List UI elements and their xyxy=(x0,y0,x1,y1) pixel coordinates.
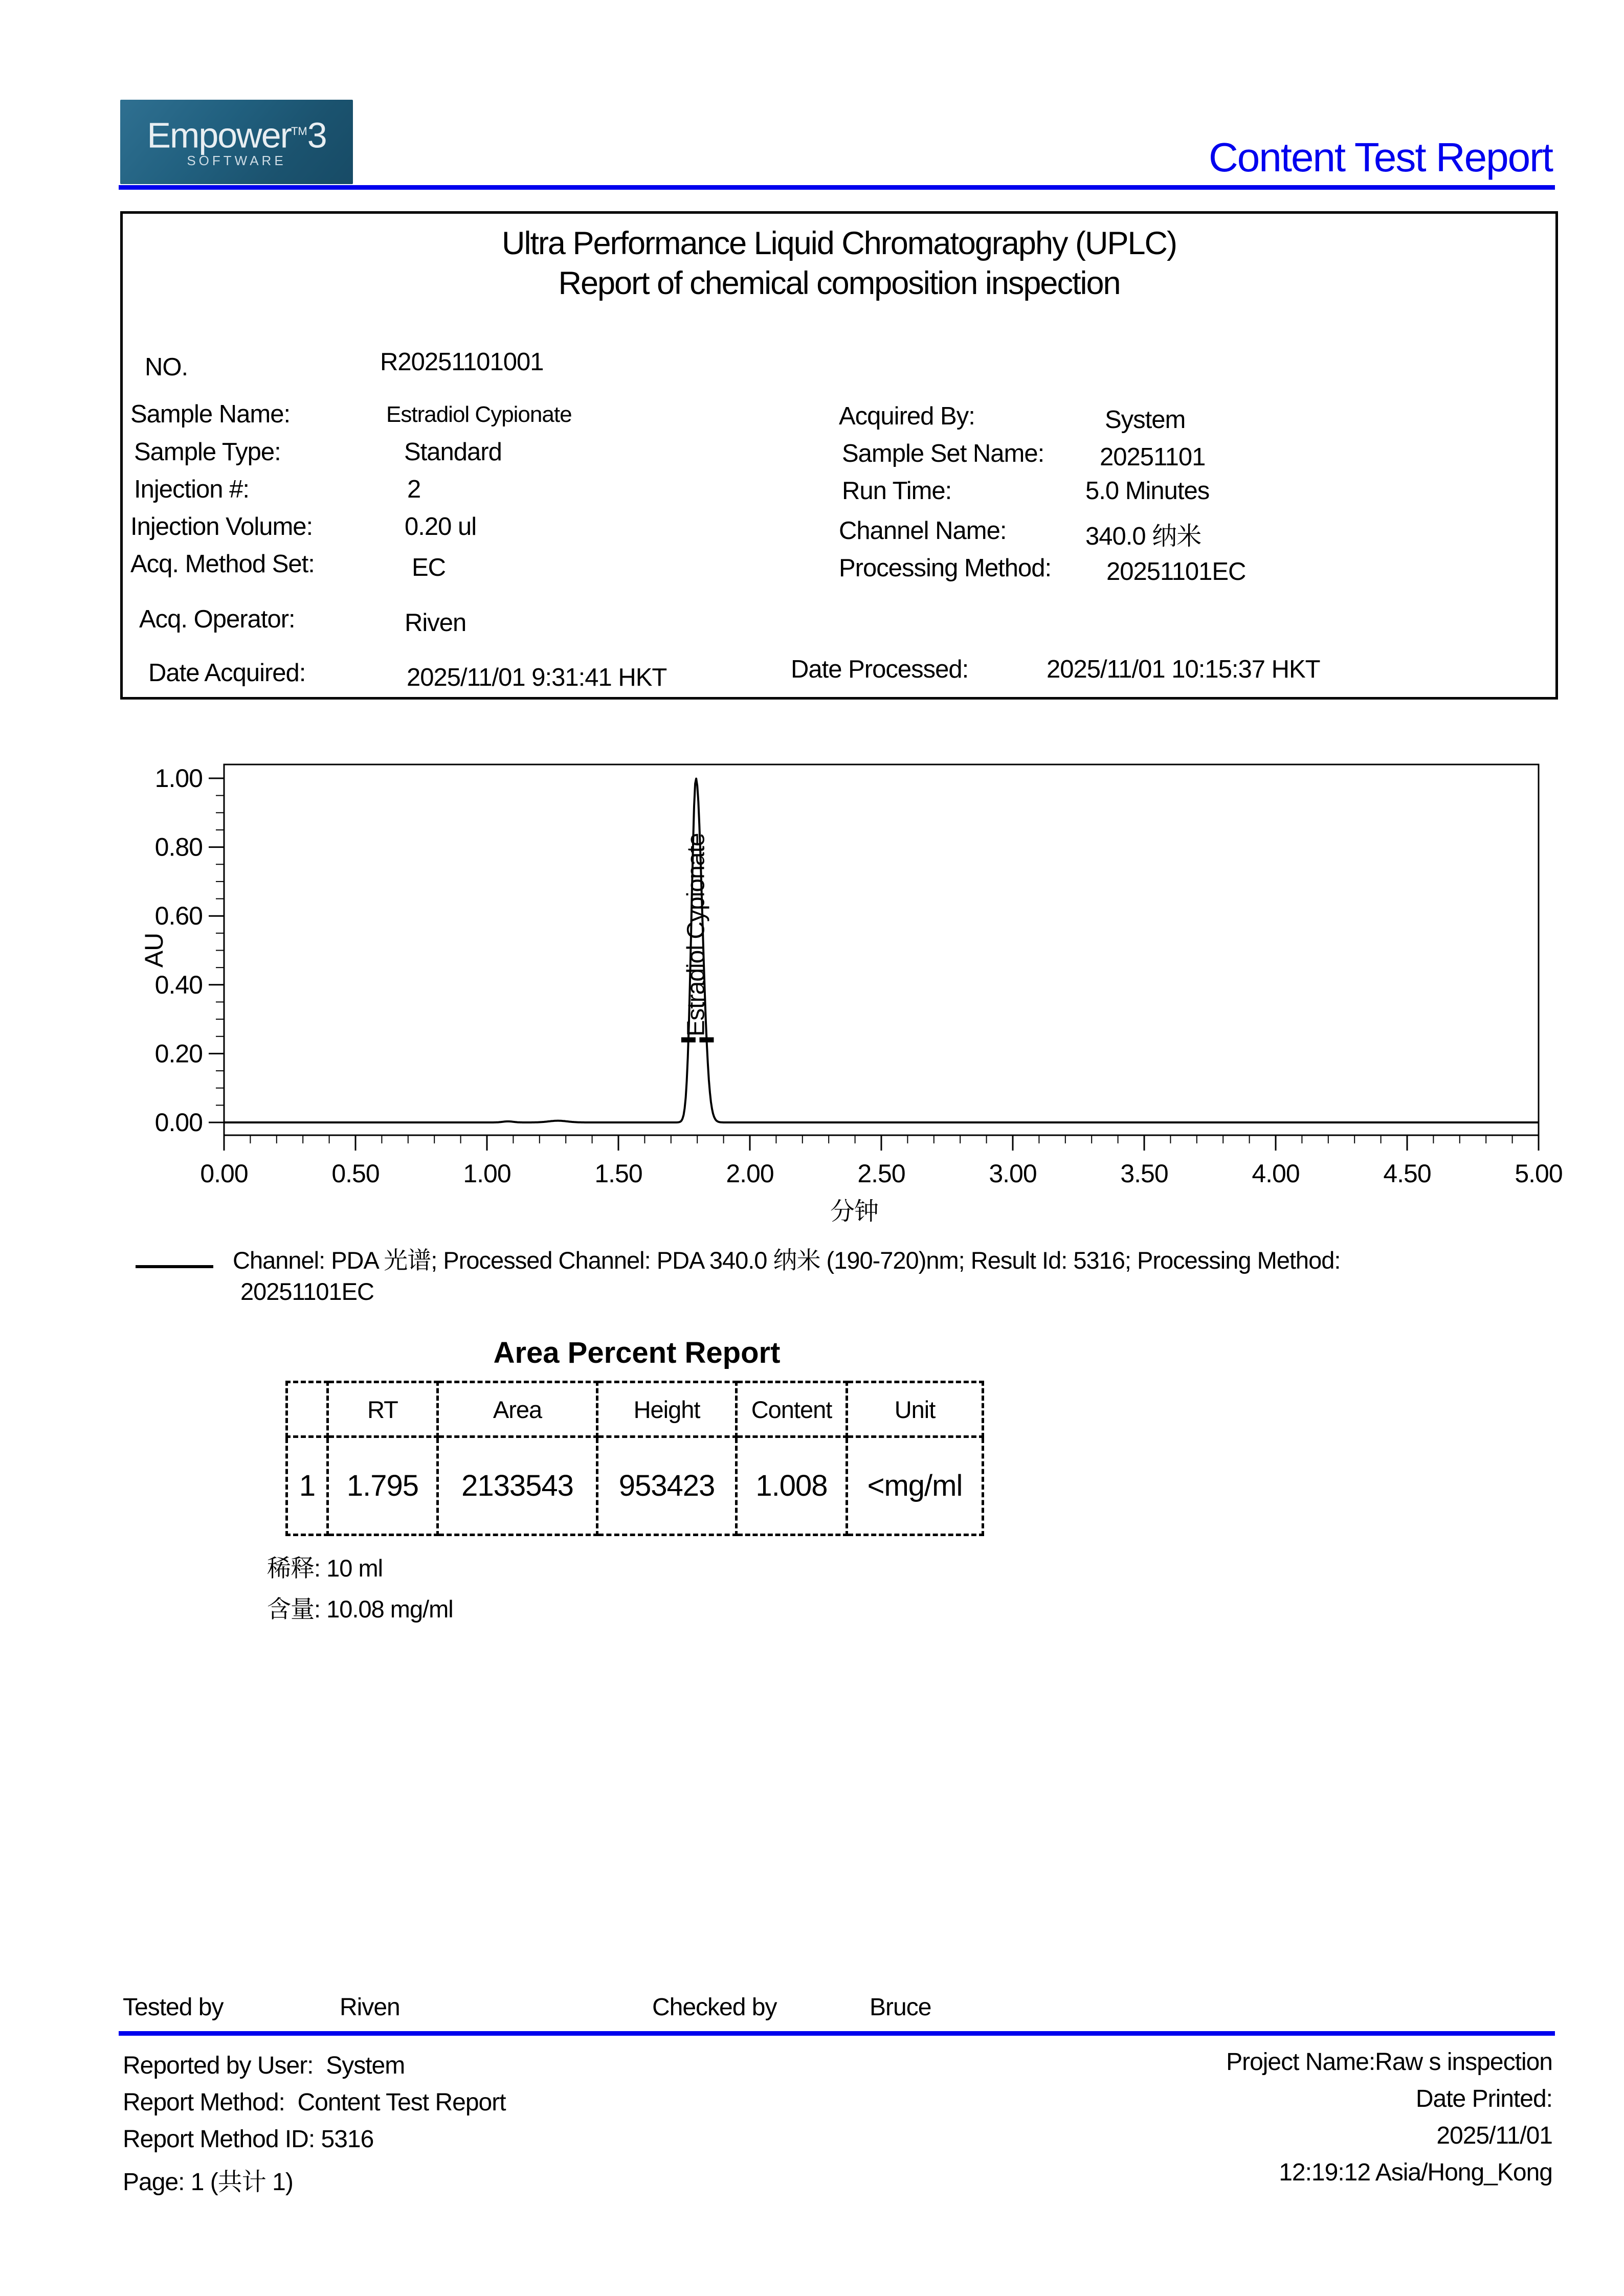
cell-index: 1 xyxy=(287,1437,328,1535)
processing-method-label: Processing Method: xyxy=(839,554,1052,582)
project-name: Project Name:Raw s inspection xyxy=(1226,2049,1552,2076)
empower-logo xyxy=(120,100,353,184)
acq-method-set-label: Acq. Method Set: xyxy=(130,550,315,578)
tm-mark: TM xyxy=(291,125,307,138)
sample-name-value: Estradiol Cypionate xyxy=(386,402,572,427)
area-report-table xyxy=(285,1381,984,1536)
svg-text:0.60: 0.60 xyxy=(154,902,203,931)
channel-name-value: 340.0 纳米 xyxy=(1085,523,1202,550)
content-row: 含量: 10.08 mg/ml xyxy=(267,1595,453,1623)
col-content: Content xyxy=(737,1382,847,1437)
svg-text:4.00: 4.00 xyxy=(1252,1159,1300,1188)
svg-text:1.50: 1.50 xyxy=(594,1159,642,1188)
report-method-id-row: Report Method ID: 5316 xyxy=(123,2126,374,2153)
svg-text:0.50: 0.50 xyxy=(331,1159,380,1188)
run-time-label: Run Time: xyxy=(842,477,952,505)
injection-volume-value: 0.20 ul xyxy=(405,513,477,541)
sample-type-label: Sample Type: xyxy=(134,438,281,466)
area-report-title: Area Percent Report xyxy=(493,1336,781,1369)
injection-num-value: 2 xyxy=(407,476,421,503)
processing-method-value: 20251101EC xyxy=(1106,558,1246,586)
date-acquired-label: Date Acquired: xyxy=(148,659,306,687)
trace-legend-line xyxy=(136,1265,213,1268)
svg-text:AU: AU xyxy=(140,933,168,968)
sample-type-value: Standard xyxy=(404,438,502,466)
cell-area: 2133543 xyxy=(438,1437,597,1535)
empower-logo-subtitle: SOFTWARE xyxy=(187,152,286,168)
svg-text:3.00: 3.00 xyxy=(989,1159,1037,1188)
channel-name-label: Channel Name: xyxy=(839,517,1007,545)
svg-text:0.40: 0.40 xyxy=(154,970,203,999)
sample-set-name-value: 20251101 xyxy=(1100,443,1206,471)
date-acquired-value: 2025/11/01 9:31:41 HKT xyxy=(407,664,667,691)
date-processed-value: 2025/11/01 10:15:37 HKT xyxy=(1047,656,1320,683)
svg-text:3.50: 3.50 xyxy=(1120,1159,1168,1188)
table-row xyxy=(287,1437,983,1535)
svg-text:0.20: 0.20 xyxy=(154,1039,203,1068)
chromatogram-plot xyxy=(0,731,1624,1243)
run-time-value: 5.0 Minutes xyxy=(1085,477,1210,505)
checked-by-label: Checked by xyxy=(652,1994,777,2021)
svg-text:1.00: 1.00 xyxy=(154,764,203,793)
sample-name-label: Sample Name: xyxy=(130,400,291,428)
svg-text:5.00: 5.00 xyxy=(1515,1159,1563,1188)
cell-unit: <mg/ml xyxy=(847,1437,983,1535)
date-printed-time: 12:19:12 Asia/Hong_Kong xyxy=(1279,2159,1552,2186)
date-printed-label: Date Printed: xyxy=(1415,2085,1552,2112)
svg-text:2.00: 2.00 xyxy=(726,1159,774,1188)
tested-by-value: Riven xyxy=(340,1994,400,2021)
svg-text:0.00: 0.00 xyxy=(154,1108,203,1137)
no-value: R20251101001 xyxy=(380,348,544,376)
cell-height: 953423 xyxy=(597,1437,737,1535)
svg-text:2.50: 2.50 xyxy=(857,1159,905,1188)
report-heading-line2: Report of chemical composition inspection xyxy=(558,265,1120,301)
cell-rt: 1.795 xyxy=(328,1437,438,1535)
injection-num-label: Injection #: xyxy=(134,476,249,503)
channel-caption-line2: 20251101EC xyxy=(240,1278,374,1305)
no-label: NO. xyxy=(145,353,188,381)
table-header-row xyxy=(287,1382,983,1437)
acquired-by-label: Acquired By: xyxy=(839,402,975,430)
channel-caption-line1: Channel: PDA 光谱; Processed Channel: PDA 340.0 纳米 (190-720)nm; Result Id: 5316; Processing Method: xyxy=(233,1247,1341,1274)
checked-by-value: Bruce xyxy=(870,1994,931,2021)
col-height: Height xyxy=(597,1382,737,1437)
footer-rule xyxy=(119,2031,1555,2036)
svg-text:1.00: 1.00 xyxy=(463,1159,511,1188)
date-printed-date: 2025/11/01 xyxy=(1436,2122,1552,2149)
date-processed-label: Date Processed: xyxy=(791,656,969,683)
header-rule xyxy=(119,185,1555,190)
cell-content: 1.008 xyxy=(737,1437,847,1535)
tested-by-label: Tested by xyxy=(123,1994,224,2021)
report-heading-line1: Ultra Performance Liquid Chromatography (UPLC) xyxy=(501,226,1177,261)
dilution-row: 稀释: 10 ml xyxy=(267,1555,383,1582)
svg-text:0.80: 0.80 xyxy=(154,832,203,862)
col-unit: Unit xyxy=(847,1382,983,1437)
svg-text:4.50: 4.50 xyxy=(1383,1159,1431,1188)
acquired-by-value: System xyxy=(1105,406,1186,434)
injection-volume-label: Injection Volume: xyxy=(130,513,313,541)
col-rt: RT xyxy=(328,1382,438,1437)
acq-operator-value: Riven xyxy=(405,609,466,637)
col-index xyxy=(287,1382,328,1437)
svg-text:分钟: 分钟 xyxy=(830,1198,879,1225)
svg-text:Estradiol Cypionate: Estradiol Cypionate xyxy=(682,833,710,1037)
svg-text:0.00: 0.00 xyxy=(200,1159,248,1188)
page-title: Content Test Report xyxy=(1208,134,1552,180)
acq-operator-label: Acq. Operator: xyxy=(139,605,295,633)
sample-set-name-label: Sample Set Name: xyxy=(842,440,1044,467)
reported-by-row: Reported by User: System xyxy=(123,2052,405,2079)
empower-logo-text: Empower™3 xyxy=(147,115,326,155)
col-area: Area xyxy=(438,1382,597,1437)
acq-method-set-value: EC xyxy=(412,554,446,581)
page-number: Page: 1 (共计 1) xyxy=(123,2169,293,2196)
report-method-row: Report Method: Content Test Report xyxy=(123,2089,506,2116)
